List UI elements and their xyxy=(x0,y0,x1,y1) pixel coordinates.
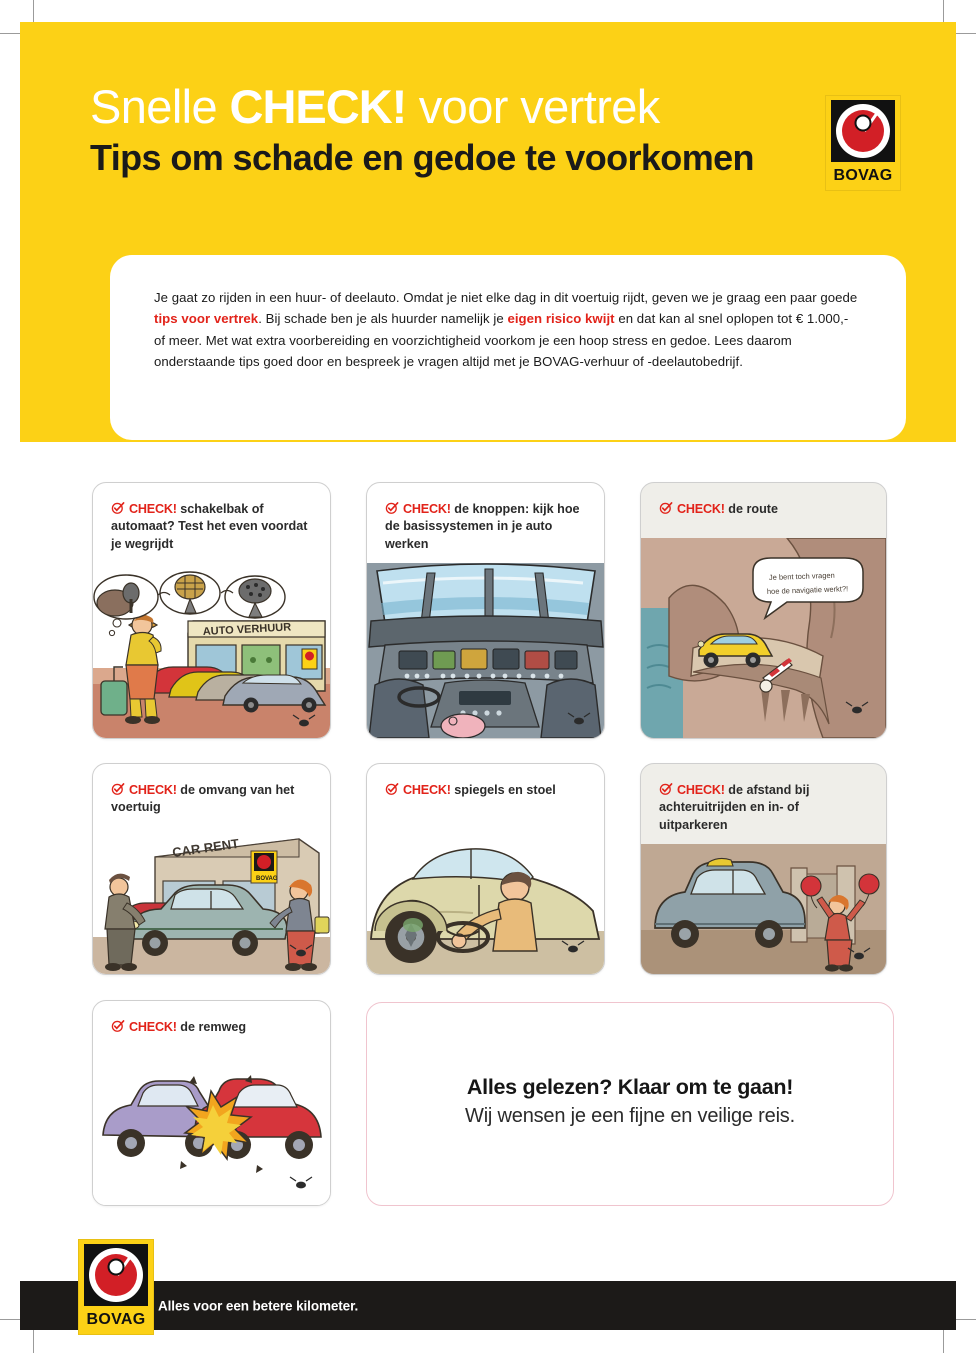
tip-card-text xyxy=(659,501,870,518)
intro-text-2: . Bij schade ben je als huurder namelijk je xyxy=(258,311,508,327)
closing-headline: Alles gelezen? Klaar om te gaan! xyxy=(466,1075,794,1099)
tip-card-braking-distance[interactable] xyxy=(92,1000,331,1206)
bovag-logo-hub xyxy=(108,1259,125,1276)
tip-card-illustration xyxy=(641,844,886,974)
intro-panel xyxy=(110,255,906,440)
bovag-logo-footer xyxy=(78,1239,154,1335)
illustration-cockpit-dashboard xyxy=(367,563,604,738)
tip-card-check-word: CHECK! xyxy=(677,783,725,797)
tip-card-check-word: CHECK! xyxy=(677,502,725,516)
svg-text:BOVAG: BOVAG xyxy=(256,876,278,882)
tip-card-header xyxy=(93,1001,330,1044)
svg-text:hoe de navigatie werkt?!: hoe de navigatie werkt?! xyxy=(766,584,849,596)
tip-card-text xyxy=(111,1019,314,1036)
tip-card-check-word: CHECK! xyxy=(129,1020,177,1034)
tip-card-header xyxy=(641,483,886,526)
svg-text:Je bent toch vragen: Je bent toch vragen xyxy=(768,570,835,582)
check-tick-icon xyxy=(385,782,399,796)
check-tick-icon xyxy=(111,1019,125,1033)
footer-bar xyxy=(20,1281,956,1330)
bovag-logo-header xyxy=(825,95,901,191)
tip-card-header xyxy=(93,764,330,825)
tip-card-body: de knoppen: kijk hoe de basissystemen in je auto werken xyxy=(385,502,580,551)
tip-card-reversing-distance[interactable] xyxy=(640,763,887,975)
title-part-plain-after: voor vertrek xyxy=(406,80,660,133)
tip-card-illustration xyxy=(93,829,330,974)
tip-card-text xyxy=(385,782,588,799)
illustration-reversing-distance xyxy=(641,844,886,974)
illustration-mirrors-and-seat xyxy=(367,819,604,974)
tip-card-body: de remweg xyxy=(176,1020,247,1034)
tip-card-check-word: CHECK! xyxy=(403,783,451,797)
tip-card-gearbox[interactable] xyxy=(92,482,331,739)
header-titles xyxy=(90,82,890,178)
tip-card-check-word: CHECK! xyxy=(403,502,451,516)
tip-card-text xyxy=(111,501,314,553)
intro-paragraph xyxy=(154,287,862,373)
closing-subline: Wij wensen je een fijne en veilige reis. xyxy=(465,1105,795,1127)
svg-text:AUTO VERHUUR: AUTO VERHUUR xyxy=(202,621,292,638)
intro-text-1: Je gaat zo rijden in een huur- of deelauto. Omdat je niet elke dag in dit voertuig rijdt, geven we je graag een paar goede xyxy=(154,290,858,305)
bovag-logo-hub xyxy=(855,115,872,132)
tip-card-header xyxy=(641,764,886,842)
tip-card-body: schakelbak of automaat? Test het even voordat je wegrijdt xyxy=(111,502,308,551)
bovag-logo-wordmark: BOVAG xyxy=(833,167,893,184)
tip-card-header xyxy=(367,764,604,807)
tip-card-body: spiegels en stoel xyxy=(450,783,556,797)
illustration-mountain-road-navigation xyxy=(641,538,886,738)
check-tick-icon xyxy=(111,501,125,515)
tip-card-buttons[interactable] xyxy=(366,482,605,739)
illustration-car-rent-dimensions xyxy=(93,829,330,974)
closing-panel xyxy=(366,1002,894,1206)
tip-card-body: de afstand bij achteruitrijden en in- of uitparkeren xyxy=(659,783,810,832)
check-tick-icon xyxy=(385,501,399,515)
tip-card-illustration xyxy=(367,563,604,738)
tip-card-mirrors-seat[interactable] xyxy=(366,763,605,975)
tip-card-text xyxy=(111,782,314,817)
tip-card-header xyxy=(367,483,604,561)
tip-card-vehicle-size[interactable] xyxy=(92,763,331,975)
tip-card-illustration xyxy=(641,538,886,738)
intro-text-3: en dat kan al snel oplopen tot € 1.000,- of meer. Met wat extra voorbereiding en voorzichtigheid voorkom je een hoop stress en gedoe. Lees daarom onderstaande tips goed door en bespreek je vragen altijd met je BOVAG-verhuur of -deelautobedrijf. xyxy=(154,311,849,370)
intro-highlight-risico: eigen risico kwijt xyxy=(507,311,615,327)
page-title xyxy=(90,82,890,133)
tip-card-header xyxy=(93,483,330,561)
check-tick-icon xyxy=(659,501,673,515)
svg-text:CAR RENT: CAR RENT xyxy=(171,835,240,860)
tip-card-illustration xyxy=(93,563,330,738)
tip-card-text xyxy=(385,501,588,553)
check-tick-icon xyxy=(111,782,125,796)
tip-card-body: de route xyxy=(724,502,778,516)
check-tick-icon xyxy=(659,782,673,796)
title-part-plain-before: Snelle xyxy=(90,80,230,133)
tip-card-illustration xyxy=(367,819,604,974)
illustration-braking-distance-crash xyxy=(93,1057,330,1205)
illustration-car-rental-gearshift xyxy=(93,563,330,738)
intro-highlight-tips: tips voor vertrek xyxy=(154,311,259,327)
tip-card-check-word: CHECK! xyxy=(129,783,177,797)
footer-slogan: Alles voor een betere kilometer. xyxy=(158,1298,359,1313)
tip-card-body: de omvang van het voertuig xyxy=(111,783,295,815)
tip-card-check-word: CHECK! xyxy=(129,502,177,516)
tip-card-illustration xyxy=(93,1057,330,1205)
title-part-check: CHECK! xyxy=(229,80,407,133)
bovag-logo-wordmark: BOVAG xyxy=(86,1311,146,1328)
page-subtitle: Tips om schade en gedoe te voorkomen xyxy=(90,136,754,178)
tip-card-route[interactable] xyxy=(640,482,887,739)
tip-card-text xyxy=(659,782,870,834)
header-banner xyxy=(20,22,956,442)
